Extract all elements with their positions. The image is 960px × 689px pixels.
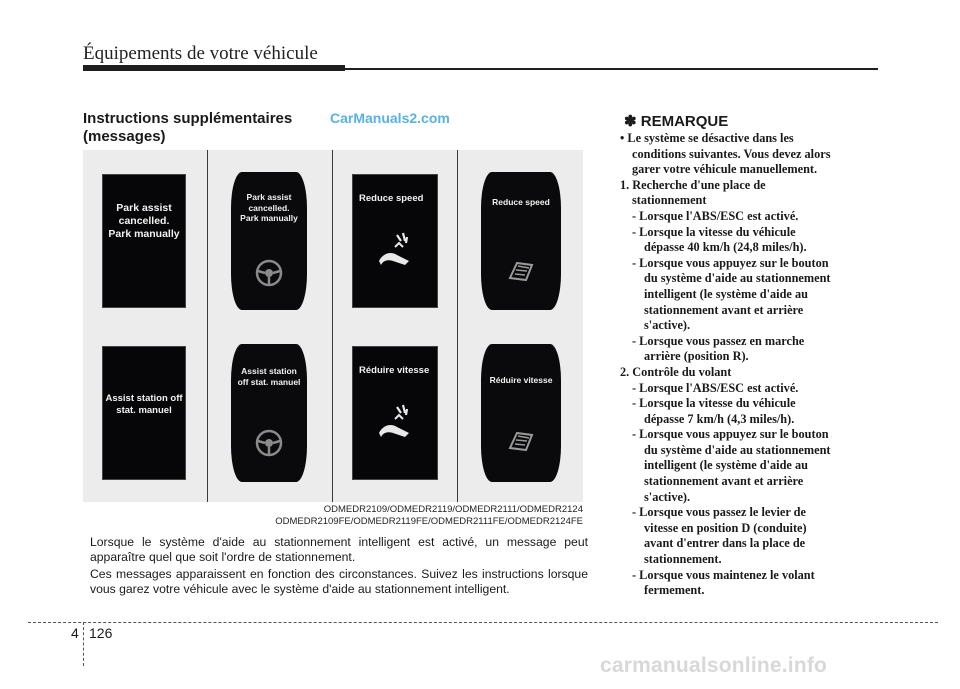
note-line: dépasse 40 km/h (24,8 miles/h). bbox=[644, 240, 807, 255]
note-line: intelligent (le système d'aide au bbox=[644, 286, 808, 301]
note-line: du système d'aide au stationnement bbox=[644, 271, 831, 286]
note-line: 1. Recherche d'une place de bbox=[620, 177, 766, 192]
chapter-number: 4 bbox=[71, 625, 79, 641]
figure-divider bbox=[457, 150, 458, 502]
display-panel-reduce-speed-flat bbox=[352, 174, 438, 308]
note-line: - Lorsque l'ABS/ESC est activé. bbox=[632, 208, 799, 223]
note-line: - Lorsque vous appuyez sur le bouton bbox=[632, 427, 829, 442]
watermark-top: CarManuals2.com bbox=[330, 110, 450, 126]
section-heading-line2: (messages) bbox=[83, 128, 166, 145]
body-paragraph-1: Lorsque le système d'aide au stationnement intelligent est activé, un message peut apparaître quel que soit l'ordre de stationnement. bbox=[90, 535, 588, 564]
note-line: stationnement bbox=[632, 193, 707, 208]
note-line: vitesse en position D (conduite) bbox=[644, 520, 807, 535]
watermark-bottom: carmanualsonline.info bbox=[600, 654, 828, 677]
footer-dashed-rule bbox=[28, 622, 938, 623]
figure-caption-line1: ODMEDR2109/ODMEDR2119/ODMEDR2111/ODMEDR2124 bbox=[323, 504, 583, 515]
note-line: - Lorsque l'ABS/ESC est activé. bbox=[632, 380, 799, 395]
note-line: 2. Contrôle du volant bbox=[620, 364, 732, 379]
display-panel-reduce-speed-curved bbox=[481, 172, 561, 310]
note-line: stationnement avant et arrière bbox=[644, 474, 804, 489]
note-body bbox=[620, 131, 878, 599]
figure-divider bbox=[207, 150, 208, 502]
panel-message: Assist station off stat. manuel bbox=[105, 393, 183, 416]
note-line: stationnement avant et arrière bbox=[644, 302, 804, 317]
panel-message: Assist station off stat. manuel bbox=[237, 366, 301, 387]
foot-brake-icon bbox=[373, 231, 417, 271]
note-line: s'active). bbox=[644, 318, 691, 333]
figure-divider bbox=[332, 150, 333, 502]
body-paragraph-2: Ces messages apparaissent en fonction des circonstances. Suivez les instructions lorsque vous garez votre véhicule avec le système d'aide au stationnement intelligent. bbox=[90, 567, 588, 596]
panel-message: Park assist cancelled. Park manually bbox=[108, 202, 180, 240]
page-number: 126 bbox=[89, 625, 113, 641]
header-rule bbox=[83, 68, 878, 70]
display-panel-reduire-vitesse-flat bbox=[352, 346, 438, 480]
note-line: intelligent (le système d'aide au bbox=[644, 458, 808, 473]
panel-message: Réduire vitesse bbox=[359, 365, 430, 376]
steering-wheel-icon bbox=[254, 258, 284, 288]
steering-wheel-icon bbox=[254, 428, 284, 458]
note-title: ✽ REMARQUE bbox=[624, 113, 729, 130]
note-line: s'active). bbox=[644, 489, 691, 504]
foot-brake-icon bbox=[373, 403, 417, 443]
panel-message: Réduire vitesse bbox=[489, 375, 553, 385]
footer-vertical-rule bbox=[83, 622, 84, 666]
panel-message: Park assist cancelled. Park manually bbox=[240, 192, 298, 223]
display-panel-assist-station-curved bbox=[231, 344, 307, 482]
section-heading bbox=[83, 110, 323, 146]
message-figure bbox=[83, 150, 583, 502]
note-line: - Lorsque la vitesse du véhicule bbox=[632, 396, 796, 411]
brake-pedal-icon bbox=[507, 430, 535, 452]
note-line: • Le système se désactive dans les bbox=[620, 131, 794, 145]
display-panel-assist-station-flat bbox=[102, 346, 186, 480]
note-line: fermement. bbox=[644, 583, 705, 598]
display-panel-reduire-vitesse-curved bbox=[481, 344, 561, 482]
brake-pedal-icon bbox=[507, 260, 535, 282]
note-line: arrière (position R). bbox=[644, 349, 749, 364]
note-line: du système d'aide au stationnement bbox=[644, 442, 831, 457]
note-line: stationnement. bbox=[644, 552, 722, 567]
display-panel-park-assist-flat bbox=[102, 174, 186, 308]
panel-message: Reduce speed bbox=[359, 193, 424, 204]
note-line: dépasse 7 km/h (4,3 miles/h). bbox=[644, 411, 795, 426]
note-line: - Lorsque vous passez le levier de bbox=[632, 505, 806, 520]
note-line: avant d'entrer dans la place de bbox=[644, 536, 806, 551]
display-panel-park-assist-curved bbox=[231, 172, 307, 310]
note-line: - Lorsque vous passez en marche bbox=[632, 333, 805, 348]
note-line: - Lorsque vous maintenez le volant bbox=[632, 567, 815, 582]
note-line: - Lorsque vous appuyez sur le bouton bbox=[632, 255, 829, 270]
figure-caption-line2: ODMEDR2109FE/ODMEDR2119FE/ODMEDR2111FE/ODMEDR2124FE bbox=[275, 516, 583, 527]
figure-caption bbox=[275, 504, 583, 528]
section-heading-line1: Instructions supplémentaires bbox=[83, 110, 293, 127]
note-line: conditions suivantes. Vous devez alors bbox=[632, 146, 831, 161]
note-line: - Lorsque la vitesse du véhicule bbox=[632, 224, 796, 239]
header-title: Équipements de votre véhicule bbox=[83, 43, 318, 64]
panel-message: Reduce speed bbox=[492, 197, 550, 207]
note-line: garer votre véhicule manuellement. bbox=[632, 162, 818, 177]
